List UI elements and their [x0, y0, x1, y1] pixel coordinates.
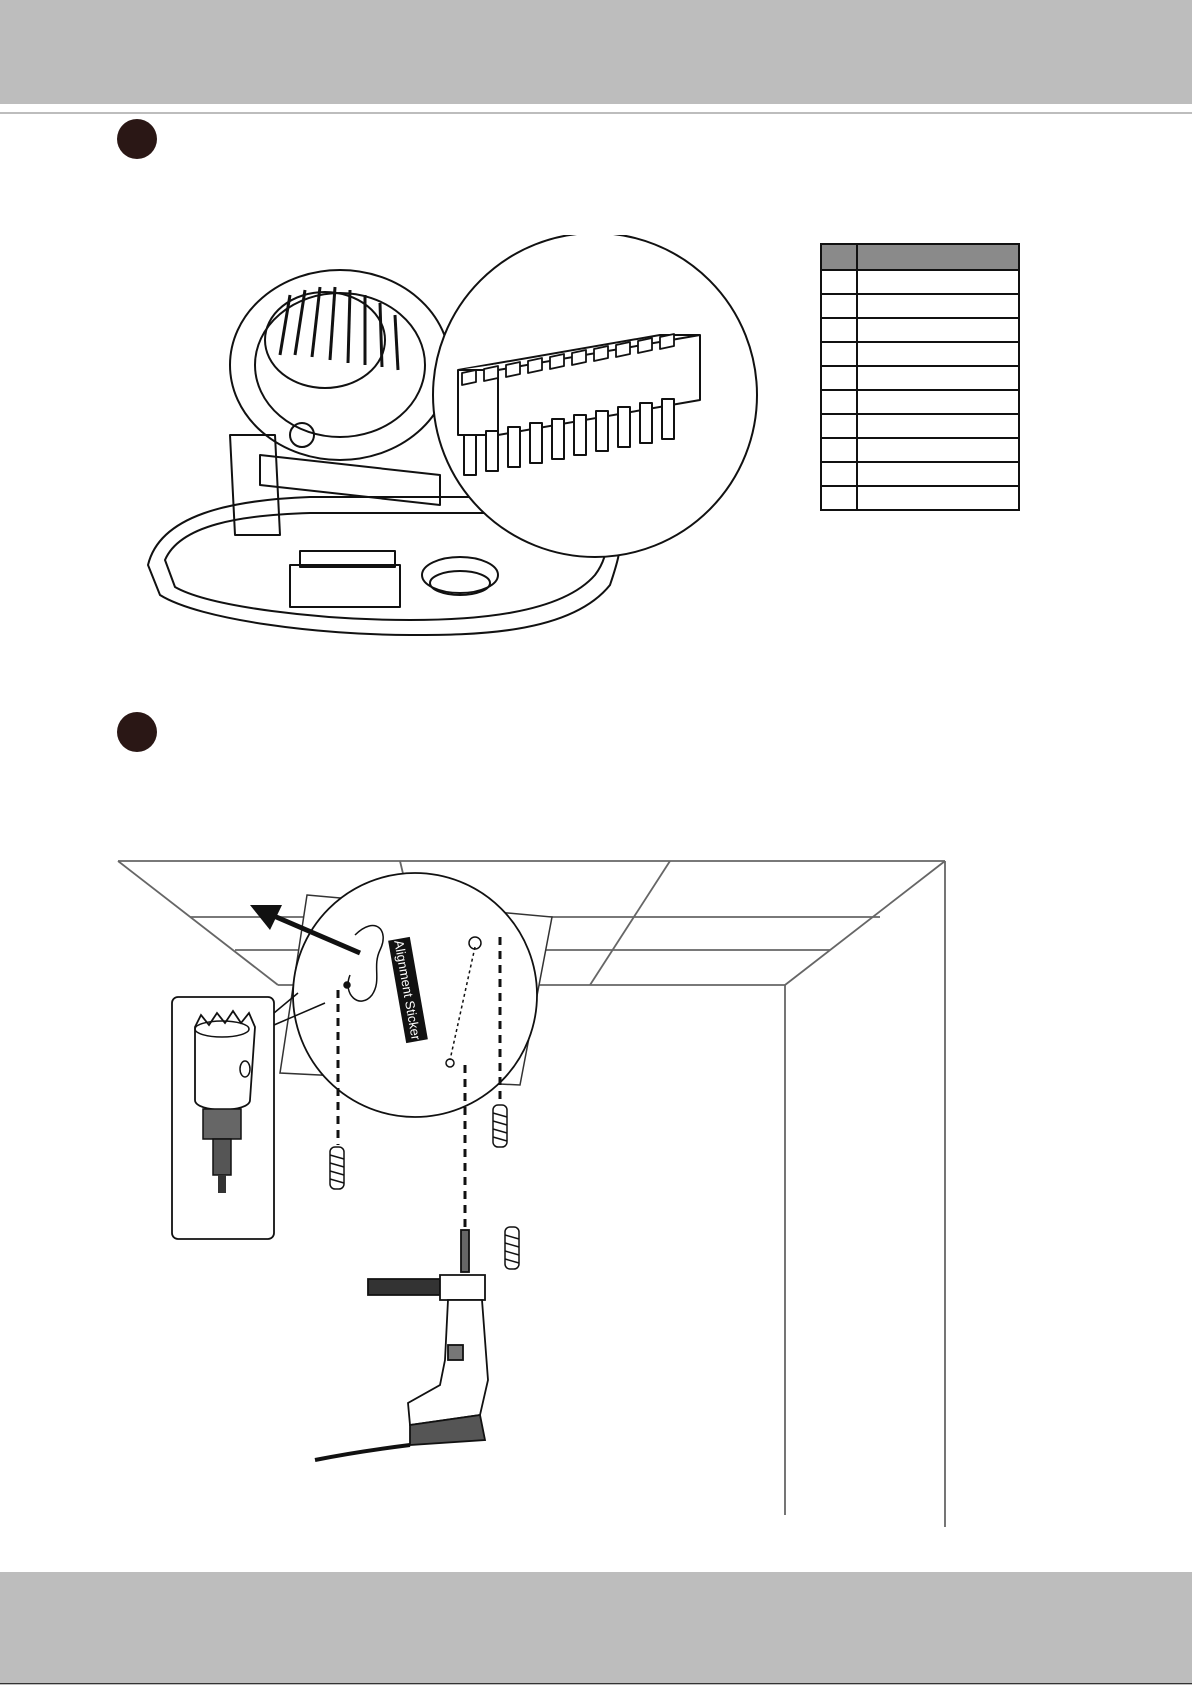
wall-anchor-icon	[493, 1105, 507, 1147]
table-row	[821, 486, 1019, 510]
header-divider	[0, 112, 1192, 114]
table-row	[821, 438, 1019, 462]
sticker-label: Alignment Sticker	[391, 938, 424, 1042]
table-row	[821, 294, 1019, 318]
footer-band	[0, 1572, 1192, 1685]
wall-anchor-icon	[505, 1227, 519, 1269]
ceiling-mounting-illustration	[110, 855, 960, 1535]
header-band	[0, 0, 1192, 104]
footer-divider	[0, 1683, 1192, 1684]
terminal-pin-table	[820, 243, 1020, 511]
camera-terminal-block-illustration	[140, 235, 780, 675]
wall-anchor-icon	[330, 1147, 344, 1189]
step-bullet-icon	[117, 119, 157, 159]
table-row	[821, 462, 1019, 486]
drill-icon	[315, 1230, 488, 1460]
table-row	[821, 318, 1019, 342]
table-header-row	[821, 244, 1019, 270]
table-row	[821, 342, 1019, 366]
step-bullet-icon	[117, 712, 157, 752]
table-row	[821, 390, 1019, 414]
table-row	[821, 414, 1019, 438]
table-row	[821, 270, 1019, 294]
table-row	[821, 366, 1019, 390]
